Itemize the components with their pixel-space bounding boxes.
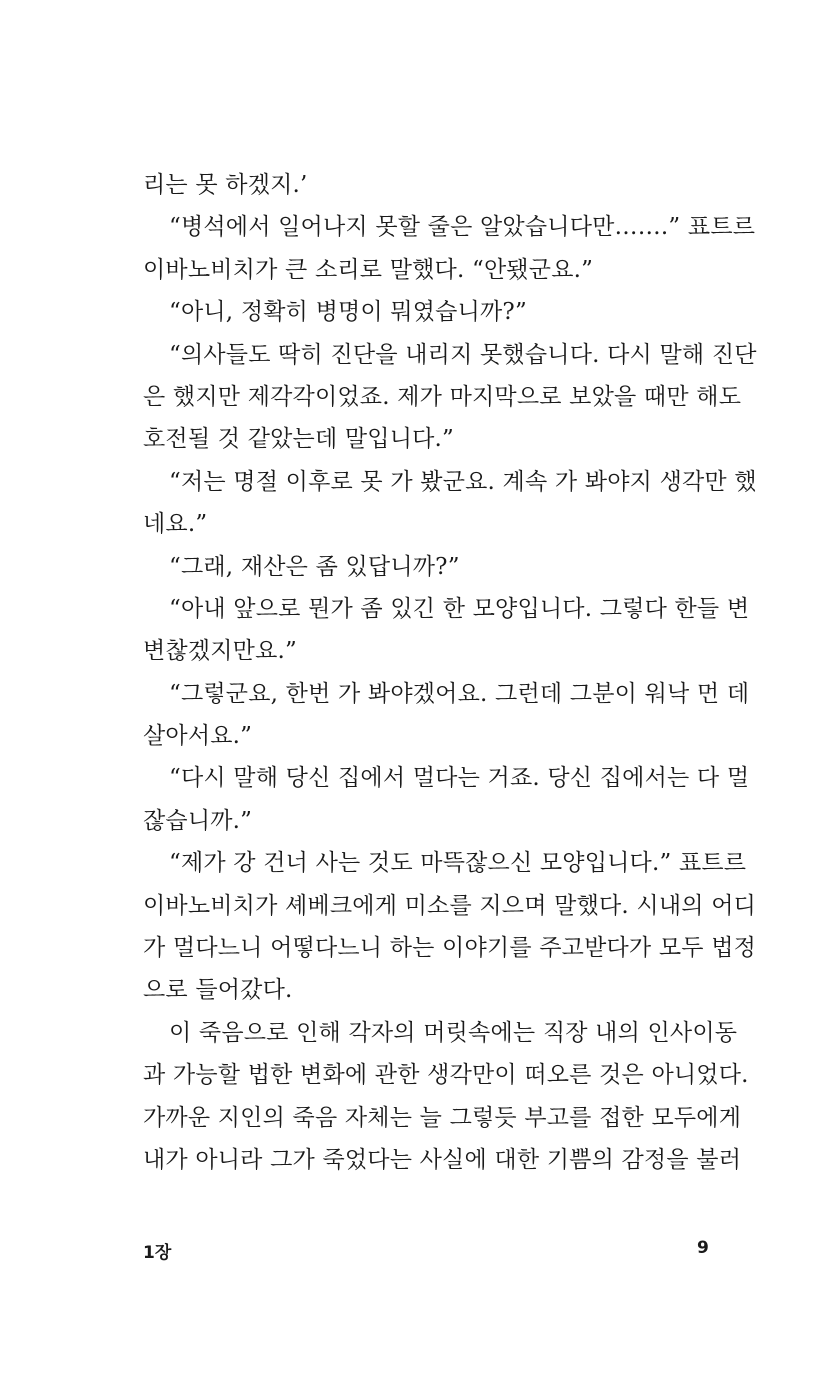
text-line: “아내 앞으로 뭔가 좀 있긴 한 모양입니다. 그렇다 한들 변 — [169, 595, 750, 622]
text-line: 으로 들어갔다. — [143, 977, 293, 1004]
text-line: “그렇군요, 한번 가 봐야겠어요. 그런데 그분이 워낙 먼 데 — [169, 680, 750, 707]
text-line: 내가 아니라 그가 죽었다는 사실에 대한 기쁨의 감정을 불러 — [143, 1146, 742, 1173]
text-line: 이 죽음으로 인해 각자의 머릿속에는 직장 내의 인사이동 — [169, 1019, 738, 1046]
chapter-label: 1장 — [143, 1243, 172, 1263]
text-line: 리는 못 하겠지.’ — [143, 172, 308, 198]
text-line: “제가 강 건너 사는 것도 마뜩잖으신 모양입니다.” 표트르 — [169, 850, 747, 877]
text-line: 이바노비치가 셰베크에게 미소를 지으며 말했다. 시내의 어디 — [143, 892, 757, 919]
text-line: “다시 말해 당신 집에서 멀다는 거죠. 당신 집에서는 다 멀 — [169, 765, 750, 792]
text-line: 이바노비치가 큰 소리로 말했다. “안됐군요.” — [143, 256, 594, 283]
text-line: 은 했지만 제각각이었죠. 제가 마지막으로 보았을 때만 해도 — [143, 383, 742, 410]
text-line: 잖습니까.” — [143, 807, 253, 834]
text-line: 변찮겠지만요.” — [143, 638, 297, 665]
text-line: 가까운 지인의 죽음 자체는 늘 그렇듯 부고를 접한 모두에게 — [143, 1104, 742, 1131]
body-text — [143, 164, 757, 1181]
page-number: 9 — [697, 1238, 709, 1258]
text-line: 호전될 것 같았는데 말입니다.” — [143, 426, 455, 453]
text-line: 가 멀다느니 어떻다느니 하는 이야기를 주고받다가 모두 법정 — [143, 935, 757, 962]
text-line: “의사들도 딱히 진단을 내리지 못했습니다. 다시 말해 진단 — [169, 341, 757, 368]
text-line: 네요.” — [143, 511, 208, 538]
text-line: “저는 명절 이후로 못 가 봤군요. 계속 가 봐야지 생각만 했 — [169, 468, 757, 495]
text-line: “병석에서 일어나지 못할 줄은 알았습니다만…….” 표트르 — [169, 214, 756, 241]
text-line: 과 가능할 법한 변화에 관한 생각만이 떠오른 것은 아니었다. — [143, 1062, 749, 1089]
text-line: “그래, 재산은 좀 있답니까?” — [169, 553, 460, 580]
text-line: “아니, 정확히 병명이 뭐였습니까?” — [169, 299, 527, 326]
text-line: 살아서요.” — [143, 723, 253, 750]
